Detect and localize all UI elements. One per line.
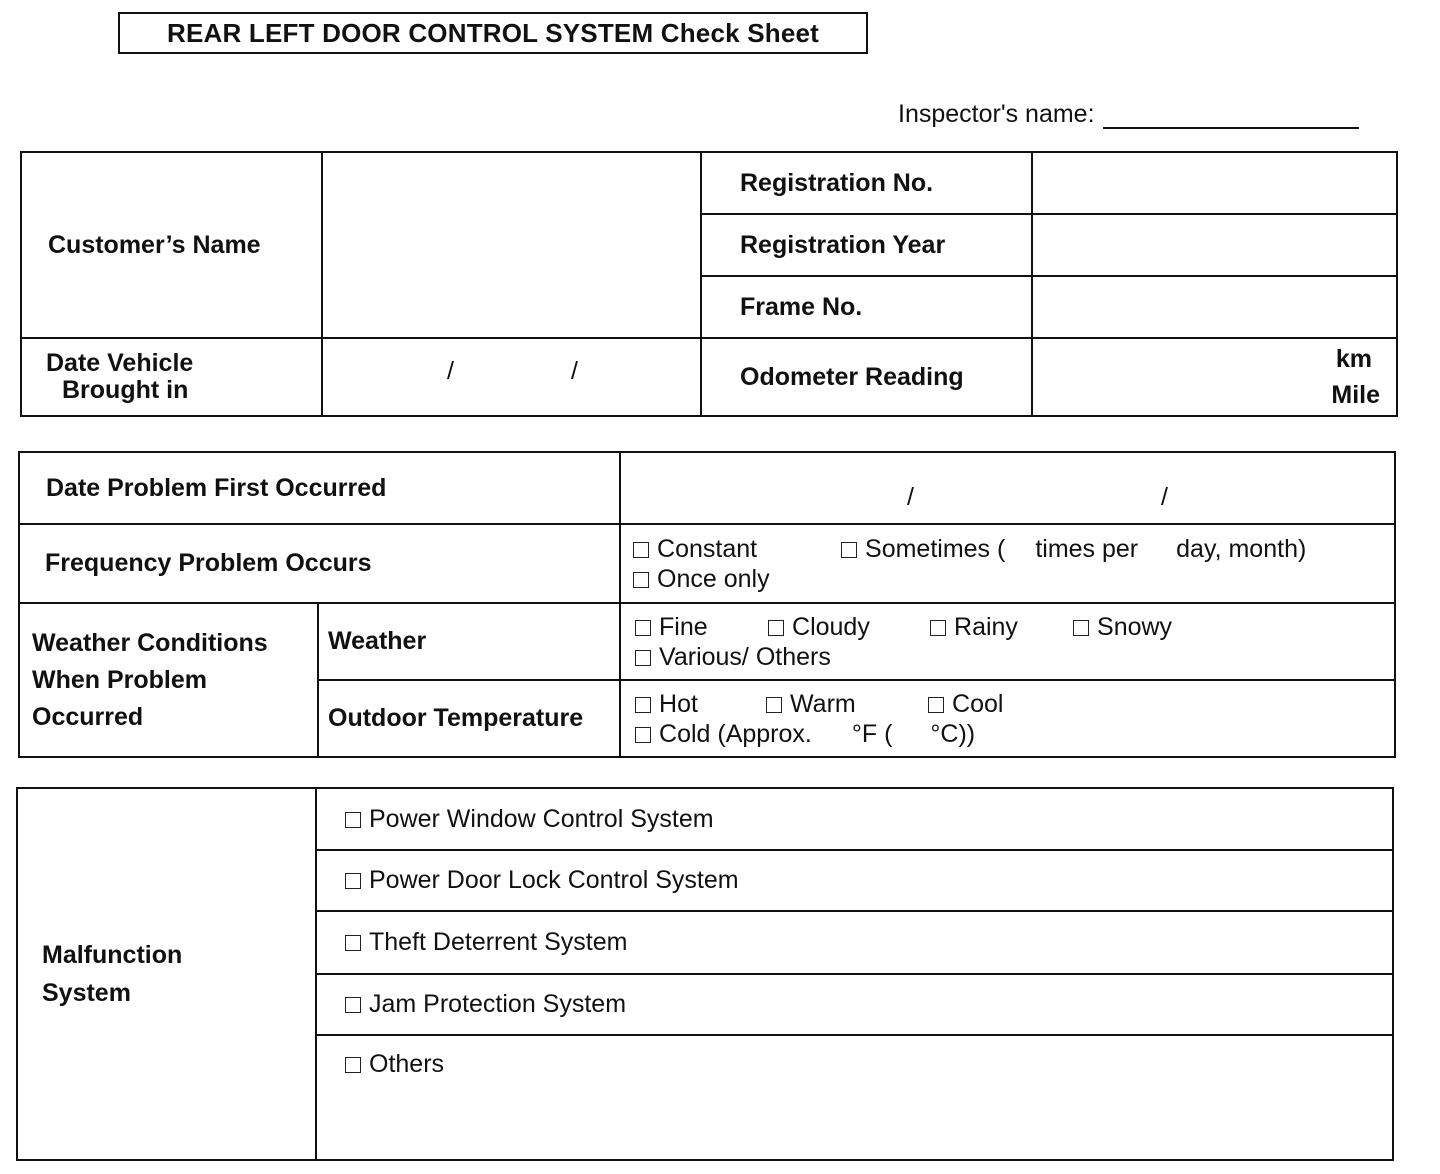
date-brought-field[interactable] — [322, 338, 701, 416]
checkbox-icon[interactable] — [766, 697, 782, 713]
freq-sometimes-option[interactable]: Sometimes ( — [841, 534, 1005, 564]
inspector-name-input[interactable] — [1103, 105, 1359, 129]
weather-cloudy-option[interactable]: Cloudy — [768, 612, 930, 642]
sheet-title-text: REAR LEFT DOOR CONTROL SYSTEM Check Sheet — [166, 17, 820, 48]
temp-hot-option[interactable]: Hot — [635, 689, 766, 719]
registration-no-field[interactable] — [1032, 152, 1397, 214]
unit-mile: Mile — [1331, 381, 1380, 409]
frame-no-field[interactable] — [1032, 276, 1397, 338]
checkbox-icon[interactable] — [635, 697, 651, 713]
checkbox-icon[interactable] — [635, 727, 651, 743]
weather-rainy-option[interactable]: Rainy — [930, 612, 1073, 642]
inspector-label: Inspector's name: — [898, 100, 1095, 128]
checkbox-icon[interactable] — [345, 1057, 361, 1073]
temp-cold-option[interactable]: Cold (Approx. — [635, 719, 812, 749]
odometer-field[interactable] — [1032, 338, 1397, 416]
malfunction-item[interactable]: Power Door Lock Control System — [316, 850, 1393, 911]
checkbox-icon[interactable] — [841, 542, 857, 558]
odometer-label: Odometer Reading — [701, 338, 1032, 416]
malfunction-system-label: Malfunction System — [17, 788, 316, 1160]
malfunction-item-others[interactable]: Others — [316, 1035, 1393, 1160]
date-first-occurred-label: Date Problem First Occurred — [19, 452, 620, 524]
weather-fine-option[interactable]: Fine — [635, 612, 768, 642]
malfunction-item[interactable]: Power Window Control System — [316, 788, 1393, 850]
date-first-slash-1: / — [907, 483, 914, 511]
problem-table — [18, 451, 1396, 758]
weather-conditions-label: Weather Conditions When Problem Occurred — [19, 603, 318, 757]
inspector-field — [898, 100, 1359, 129]
vehicle-info-table — [20, 151, 1398, 417]
date-slash-2: / — [571, 357, 578, 385]
frame-no-label: Frame No. — [701, 276, 1032, 338]
checkbox-icon[interactable] — [345, 997, 361, 1013]
freq-once-option[interactable]: Once only — [633, 564, 770, 594]
checkbox-icon[interactable] — [930, 620, 946, 636]
checkbox-icon[interactable] — [635, 650, 651, 666]
registration-no-label: Registration No. — [701, 152, 1032, 214]
weather-label: Weather — [318, 603, 620, 680]
temp-fahrenheit: °F ( — [851, 719, 893, 748]
frequency-options — [620, 524, 1395, 603]
malfunction-item[interactable]: Jam Protection System — [316, 974, 1393, 1035]
checkbox-icon[interactable] — [345, 935, 361, 951]
temp-celsius: °C)) — [930, 719, 976, 748]
unit-km: km — [1335, 345, 1372, 373]
checkbox-icon[interactable] — [633, 542, 649, 558]
date-first-slash-2: / — [1161, 483, 1168, 511]
checkbox-icon[interactable] — [345, 812, 361, 828]
outdoor-temperature-label: Outdoor Temperature — [318, 680, 620, 757]
customer-name-label: Customer’s Name — [21, 152, 322, 338]
freq-times-per: times per — [1035, 534, 1139, 563]
temperature-options — [620, 680, 1395, 757]
sheet-title — [118, 12, 868, 54]
freq-constant-option[interactable]: Constant — [633, 534, 841, 564]
date-brought-label: Date Vehicle Brought in — [21, 338, 322, 416]
customer-name-field[interactable] — [322, 152, 701, 338]
checkbox-icon[interactable] — [928, 697, 944, 713]
temp-warm-option[interactable]: Warm — [766, 689, 928, 719]
registration-year-field[interactable] — [1032, 214, 1397, 276]
malfunction-item[interactable]: Theft Deterrent System — [316, 911, 1393, 974]
malfunction-table — [16, 787, 1394, 1161]
checkbox-icon[interactable] — [768, 620, 784, 636]
weather-various-option[interactable]: Various/ Others — [635, 642, 831, 672]
weather-options — [620, 603, 1395, 680]
freq-day-month: day, month) — [1176, 534, 1307, 563]
checkbox-icon[interactable] — [633, 572, 649, 588]
registration-year-label: Registration Year — [701, 214, 1032, 276]
date-first-occurred-field[interactable] — [620, 452, 1395, 524]
temp-cool-option[interactable]: Cool — [928, 689, 1003, 719]
date-slash-1: / — [447, 357, 454, 385]
frequency-label: Frequency Problem Occurs — [19, 524, 620, 603]
checkbox-icon[interactable] — [345, 873, 361, 889]
checkbox-icon[interactable] — [635, 620, 651, 636]
weather-snowy-option[interactable]: Snowy — [1073, 612, 1172, 642]
checkbox-icon[interactable] — [1073, 620, 1089, 636]
